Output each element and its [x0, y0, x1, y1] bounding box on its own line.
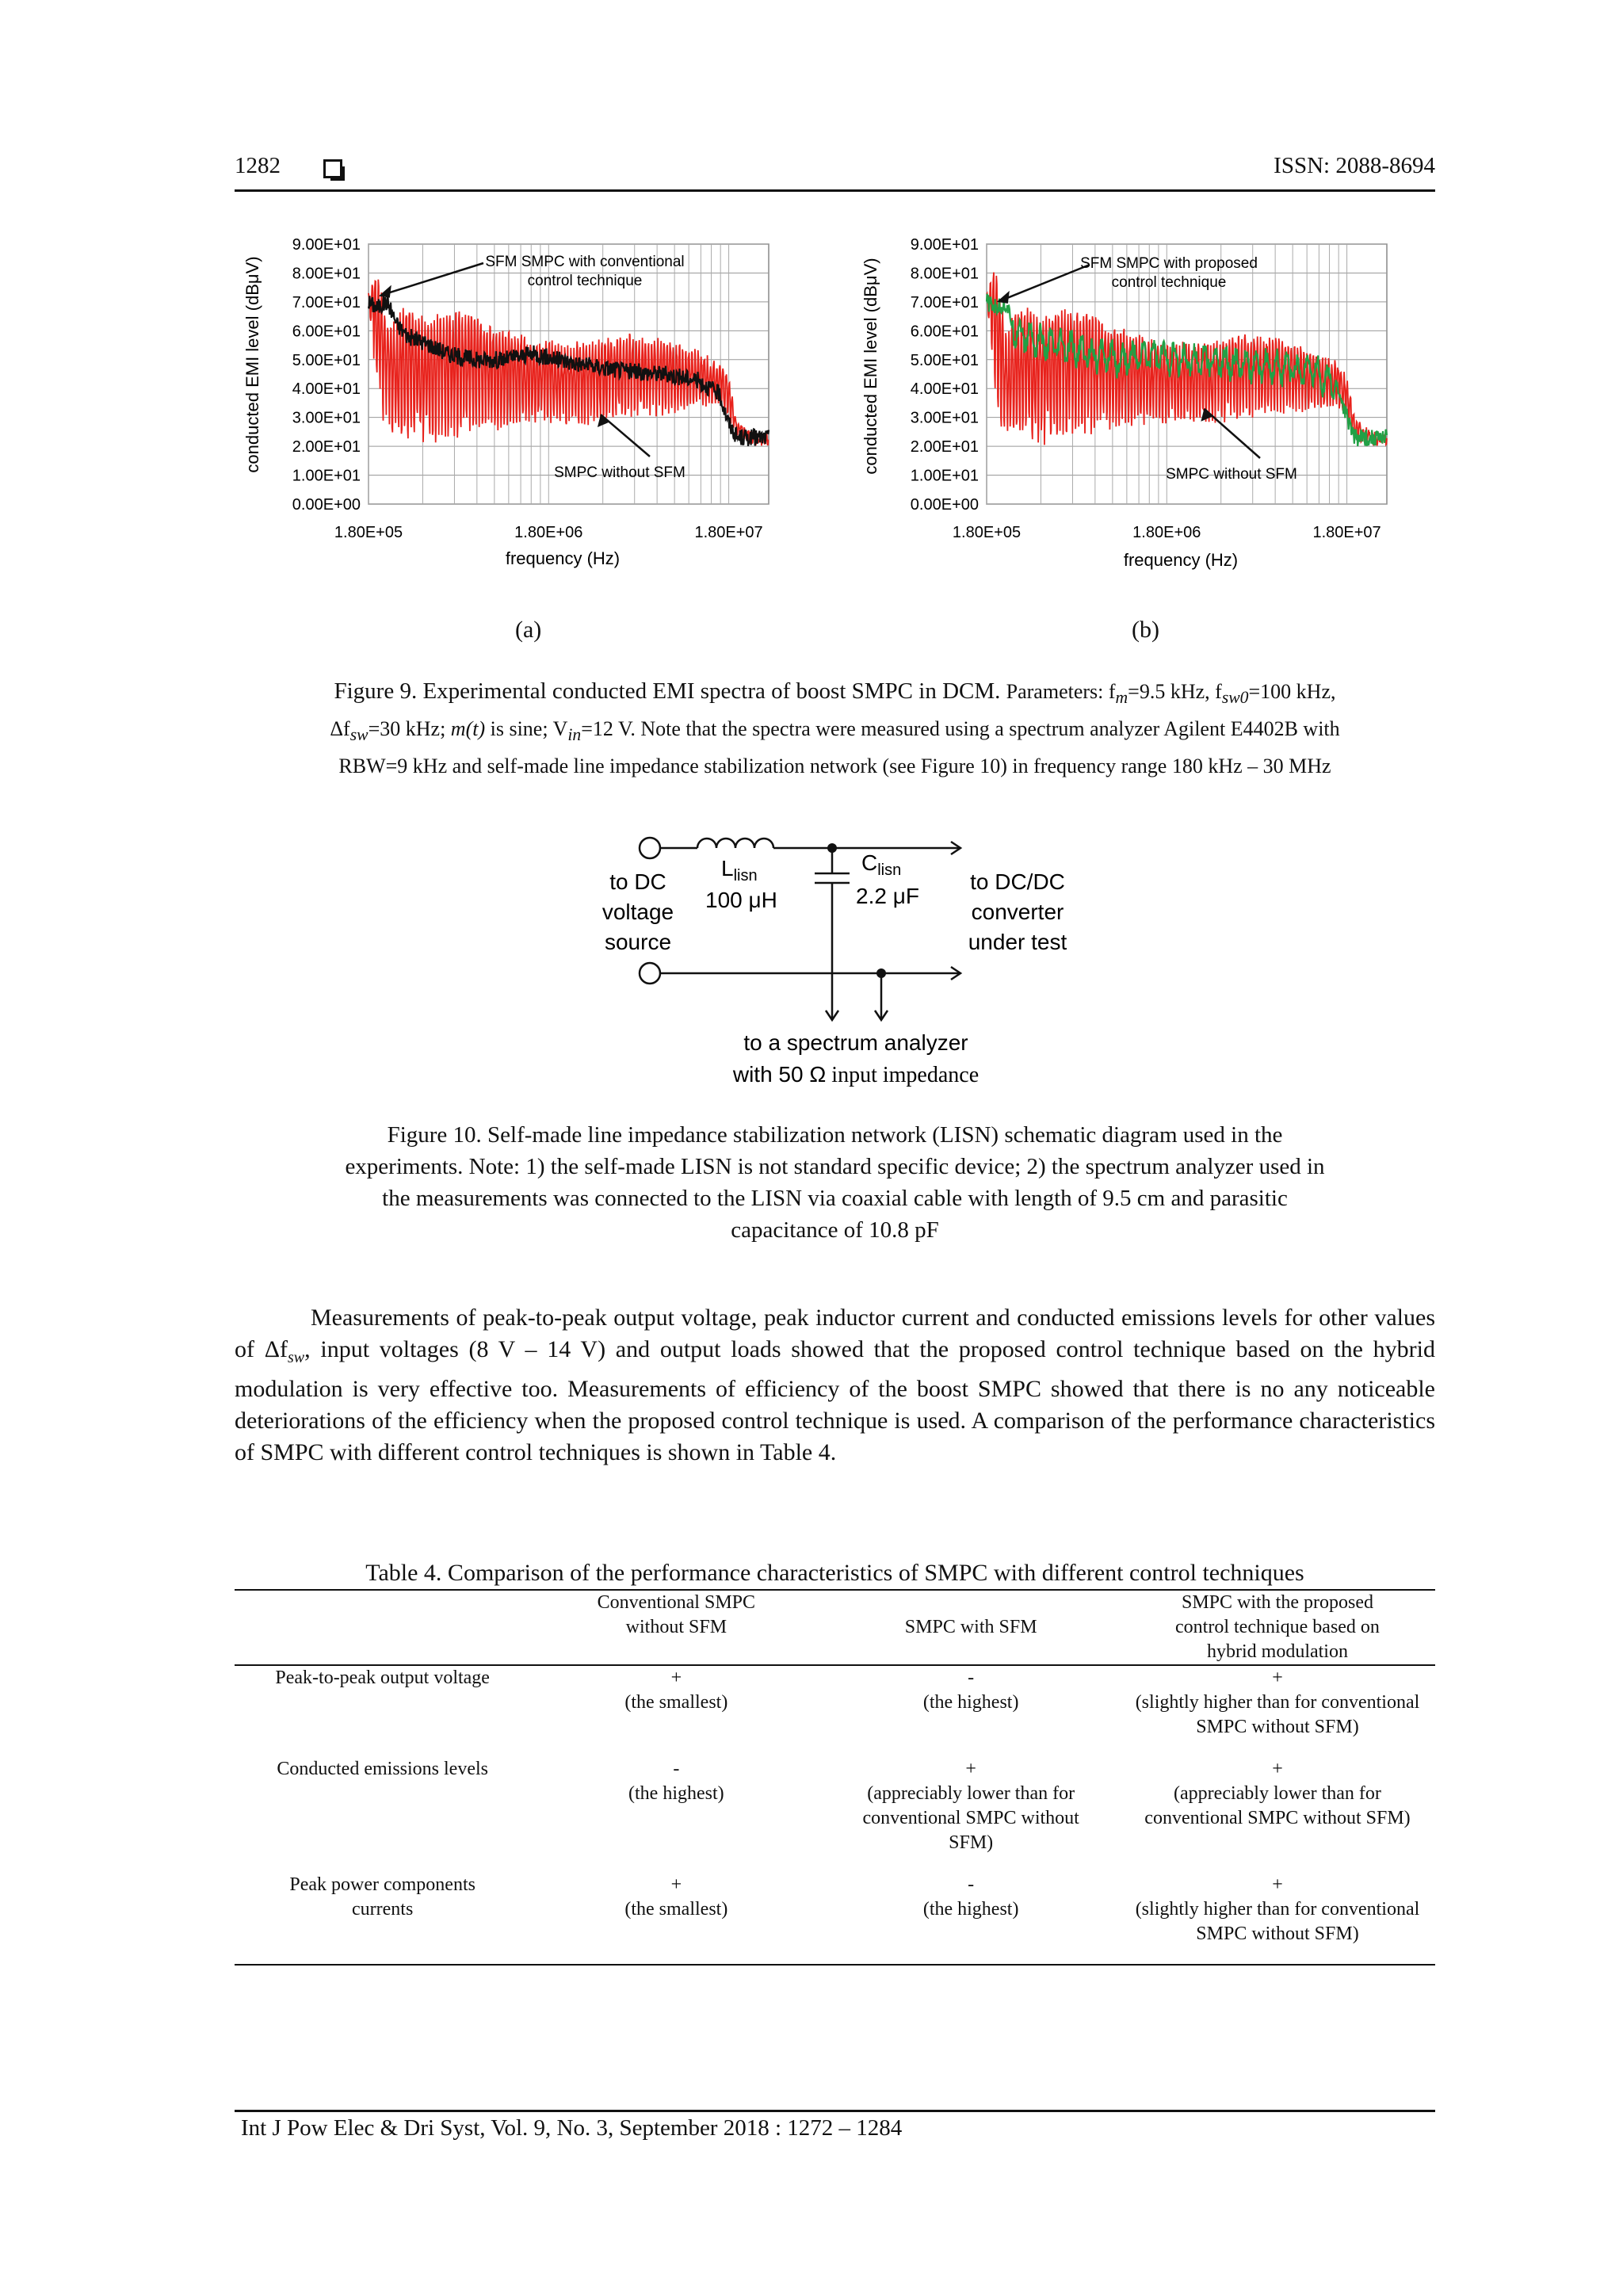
figure9b [856, 230, 1411, 594]
table-cell [822, 1665, 1120, 1757]
page-footer [235, 2110, 1435, 2141]
figure9-caption-line3: RBW=9 kHz and self-made line impedance stabilization network (see Figure 10) in frequency range 180 kHz – 30 MHz [338, 755, 1331, 778]
y-tick-label: 1.00E+01 [292, 467, 361, 485]
x-tick-label: 1.80E+06 [1132, 524, 1201, 541]
paragraph-text: , input voltages (8 V – 14 V) and output loads showed that the proposed control technique based on the hybrid modulation is very effective too. Measurements of efficiency of the boost SMPC showed that there is no any noticeable deteriorations of the efficiency when the proposed control technique is used. A comparison of the performance characteristics of SMPC with different control techniques is shown in Table 4. [235, 1336, 1435, 1465]
caption-sub: in [567, 725, 582, 745]
bottom-label-2 [732, 1062, 979, 1087]
y-tick-label: 9.00E+01 [292, 236, 361, 254]
table-cell [1120, 1873, 1435, 1965]
caption-text: =9.5 kHz, f [1128, 680, 1222, 703]
y-tick-label: 8.00E+01 [910, 265, 979, 283]
body-paragraph [235, 1302, 1435, 1469]
header-text: SMPC with the proposed control technique based on hybrid modulation [1175, 1592, 1380, 1662]
row-label: Conducted emissions levels [277, 1759, 488, 1779]
square-bullet-icon [323, 159, 342, 178]
cell-sign: + [1272, 1874, 1283, 1895]
y-tick-label: 0.00E+00 [292, 496, 361, 514]
cell-note: (the smallest) [624, 1899, 728, 1920]
cell-sign: + [1272, 1668, 1283, 1688]
figure9-caption-line2 [235, 713, 1435, 751]
right-label-3: under test [968, 930, 1067, 954]
footer-rule [235, 2110, 1435, 2112]
capacitor-symbol-text: C [861, 850, 878, 875]
caption-sub: sw0 [1221, 688, 1249, 708]
cell-note: (slightly higher than for conventional SMPC without SFM) [1135, 1899, 1420, 1944]
y-tick-label: 5.00E+01 [292, 351, 361, 369]
chart-a-svg [238, 230, 792, 594]
caption-text: =100 kHz, [1248, 680, 1336, 703]
issn: ISSN: 2088-8694 [1274, 153, 1435, 178]
paragraph-subscript: sw [288, 1349, 305, 1366]
caption-text: Parameters: f [1006, 680, 1116, 703]
y-tick-label: 3.00E+01 [292, 409, 361, 427]
inductor-symbol-text: L [721, 856, 734, 881]
y-tick-label: 7.00E+01 [292, 293, 361, 311]
table4-caption: Table 4. Comparison of the performance characteristics of SMPC with different control techniques [365, 1560, 1304, 1586]
inductor-label [721, 856, 758, 884]
chart-a-annotation-top-2: control technique [527, 273, 643, 289]
y-tick-label: 6.00E+01 [910, 323, 979, 341]
x-tick-label: 1.80E+07 [1312, 524, 1381, 541]
left-label-3: source [604, 930, 672, 954]
cell-sign: + [670, 1874, 682, 1895]
page-header [235, 153, 1435, 193]
y-tick-label: 3.00E+01 [910, 409, 979, 427]
cell-note: (the highest) [922, 1899, 1019, 1920]
table-cell [822, 1873, 1120, 1965]
chart-a-annotation-top-1: SFM SMPC with conventional [485, 254, 685, 270]
caption-sub: m [1115, 688, 1128, 708]
figure9b-label: (b) [1132, 617, 1159, 643]
y-tick-label: 8.00E+01 [292, 265, 361, 283]
table-header [1120, 1590, 1435, 1665]
input-terminal-bottom [640, 963, 660, 984]
figure9a-label: (a) [515, 617, 542, 643]
table-header [235, 1590, 530, 1665]
row-label: Peak-to-peak output voltage [275, 1668, 490, 1688]
figure9-caption-line1 [235, 675, 1435, 713]
table-header-row [235, 1590, 1435, 1665]
cell-sign: + [965, 1759, 976, 1779]
figure10-caption [235, 1119, 1435, 1246]
inductor-symbol [697, 839, 773, 848]
y-tick-label: 4.00E+01 [292, 380, 361, 399]
table-cell [1120, 1757, 1435, 1873]
table-row [235, 1873, 1435, 1965]
row-label [235, 1873, 530, 1965]
chart-b-annotation-top-1: SFM SMPC with proposed [1080, 255, 1258, 272]
table-cell [1120, 1665, 1435, 1757]
table-row [235, 1757, 1435, 1873]
chart-a-xlabel: frequency (Hz) [505, 548, 621, 568]
chart-b-annotation-bottom: SMPC without SFM [1166, 466, 1297, 483]
cell-sign: - [968, 1874, 975, 1895]
lisn-schematic [586, 824, 1125, 1094]
cell-sign: + [1272, 1759, 1283, 1779]
row-label-text: Peak power components currents [289, 1874, 475, 1920]
table-cell [822, 1757, 1120, 1873]
caption-text: Δf [330, 717, 350, 741]
y-tick-label: 2.00E+01 [910, 438, 979, 457]
page-number: 1282 [235, 153, 281, 178]
left-label-2: voltage [601, 900, 674, 924]
cell-note: (appreciably lower than for conventional SMPC without SFM) [862, 1783, 1079, 1853]
left-label-1: to DC [609, 869, 666, 894]
table-cell [530, 1873, 822, 1965]
figure10-caption-line2: experiments. Note: 1) the self-made LISN is not standard specific device; 2) the spectrum analyzer used in [345, 1154, 1325, 1179]
chart-a-annotation-bottom: SMPC without SFM [554, 464, 685, 481]
chart-b-ylabel: conducted EMI level (dBμV) [861, 258, 880, 475]
bottom-label-2b: input impedance [826, 1063, 980, 1087]
figure10-caption-line4: capacitance of 10.8 pF [731, 1217, 939, 1243]
y-tick-label: 1.00E+01 [910, 467, 979, 485]
cell-note: (the highest) [628, 1783, 724, 1804]
figure10-caption-line3: the measurements was connected to the LISN via coaxial cable with length of 9.5 cm and parasitic [382, 1186, 1288, 1211]
input-terminal-top [640, 838, 660, 858]
caption-text: Figure 9. Experimental conducted EMI spectra of boost SMPC in DCM. [334, 678, 1001, 704]
cell-note: (appreciably lower than for conventional SMPC without SFM) [1144, 1783, 1411, 1828]
comparison-table [235, 1589, 1435, 1966]
chart-b-xlabel: frequency (Hz) [1123, 550, 1239, 570]
table-cell [530, 1757, 822, 1873]
y-tick-label: 7.00E+01 [910, 293, 979, 311]
y-tick-label: 9.00E+01 [910, 236, 979, 254]
right-label-1: to DC/DC [970, 869, 1065, 894]
caption-text: is sine; V [485, 717, 568, 741]
cell-sign: - [673, 1759, 680, 1779]
x-tick-label: 1.80E+07 [694, 524, 763, 541]
cell-note: (slightly higher than for conventional SMPC without SFM) [1135, 1692, 1420, 1737]
table-cell [530, 1665, 822, 1757]
inductor-subscript: lisn [733, 867, 758, 884]
figure10 [586, 824, 1125, 1094]
header-text: Conventional SMPC without SFM [597, 1592, 756, 1637]
y-tick-label: 2.00E+01 [292, 438, 361, 457]
paragraph-text: Measurements of peak-to-peak output voltage, peak inductor current and conducted emissions levels for other values of Δf [235, 1305, 1435, 1362]
header-rule [235, 189, 1435, 192]
table-header [530, 1590, 822, 1665]
cell-sign: - [968, 1668, 975, 1688]
caption-text: =12 V. Note that the spectra were measured using a spectrum analyzer Agilent E4402B with [581, 717, 1340, 741]
caption-text: m(t) [450, 717, 486, 741]
right-label-2: converter [971, 900, 1064, 924]
cell-note: (the highest) [922, 1692, 1019, 1713]
caption-sub: sw [349, 725, 369, 745]
table-header: SMPC with SFM [904, 1617, 1037, 1637]
footer-citation: Int J Pow Elec & Dri Syst, Vol. 9, No. 3, September 2018 : 1272 – 1284 [241, 2115, 903, 2141]
x-tick-label: 1.80E+05 [334, 524, 403, 541]
capacitor-value: 2.2 μF [856, 884, 919, 908]
cell-sign: + [670, 1668, 682, 1688]
figure9-caption [235, 675, 1435, 782]
capacitor-label [861, 850, 901, 879]
y-tick-label: 6.00E+01 [292, 323, 361, 341]
bottom-label-1: to a spectrum analyzer [743, 1030, 968, 1055]
y-tick-label: 4.00E+01 [910, 380, 979, 399]
y-tick-label: 0.00E+00 [910, 496, 979, 514]
inductor-value: 100 μH [705, 888, 777, 912]
chart-b-annotation-top-2: control technique [1111, 274, 1227, 291]
chart-b-svg [856, 230, 1411, 594]
y-tick-label: 5.00E+01 [910, 351, 979, 369]
figure10-caption-line1: Figure 10. Self-made line impedance stabilization network (LISN) schematic diagram used in the [387, 1122, 1283, 1148]
table-row [235, 1665, 1435, 1757]
cell-note: (the smallest) [624, 1692, 728, 1713]
x-tick-label: 1.80E+06 [514, 524, 583, 541]
figure9a [238, 230, 792, 594]
x-tick-label: 1.80E+05 [952, 524, 1022, 541]
caption-text: =30 kHz; [368, 717, 451, 741]
bottom-label-2a: with 50 Ω [732, 1062, 827, 1087]
capacitor-subscript: lisn [877, 861, 902, 879]
chart-a-ylabel: conducted EMI level (dBμV) [242, 256, 262, 473]
table4 [235, 1557, 1435, 1966]
